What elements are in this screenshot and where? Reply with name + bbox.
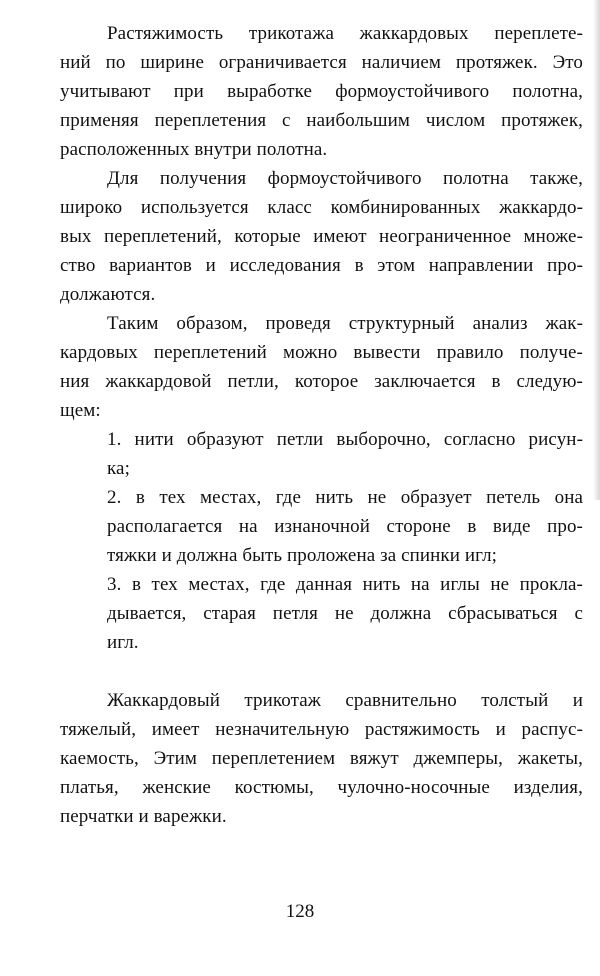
page-number: 128 — [285, 901, 315, 922]
paragraph-4-line-4: платья, женские костюмы, чулочно-носочные изделия, — [60, 777, 583, 798]
paragraph-1-line-5: расположенных внутри полотна. — [60, 139, 328, 160]
paragraph-2-line-3: вых переплетений, которые имеют неограниченное множе- — [60, 226, 583, 247]
rule-2-line-2: располагается на изнаночной стороне в виде про- — [107, 516, 583, 537]
paragraph-4-line-5: перчатки и варежки. — [60, 806, 227, 827]
page-edge-shadow — [593, 0, 600, 500]
paragraph-2-line-5: должаются. — [60, 284, 156, 305]
rule-1-line-2: ка; — [107, 458, 130, 479]
paragraph-1-line-2: ний по ширине ограничивается наличием протяжек. Это — [60, 52, 583, 73]
paragraph-3-line-4: щем: — [60, 400, 101, 421]
paragraph-3-line-2: кардовых переплетений можно вывести правило получе- — [60, 342, 583, 363]
paragraph-1-line-1: Растяжимость трикотажа жаккардовых переплете- — [107, 23, 583, 44]
paragraph-2-line-4: ство вариантов и исследования в этом направлении про- — [60, 255, 583, 276]
paragraph-3-line-1: Таким образом, проведя структурный анализ жак- — [107, 313, 583, 334]
rule-1-line-1: 1. нити образуют петли выборочно, согласно рисун- — [107, 429, 583, 450]
rule-3-line-1: 3. в тех местах, где данная нить на иглы не прокла- — [107, 574, 583, 595]
paragraph-4-line-2: тяжелый, имеет незначительную растяжимость и распус- — [60, 719, 583, 740]
paragraph-4-line-1: Жаккардовый трикотаж сравнительно толстый и — [107, 690, 583, 711]
paragraph-2-line-2: широко используется класс комбинированных жаккардо- — [60, 197, 583, 218]
paragraph-1-line-3: учитывают при выработке формоустойчивого полотна, — [60, 81, 583, 102]
rule-3-line-2: дывается, старая петля не должна сбрасываться с — [107, 603, 583, 624]
rule-2-line-1: 2. в тех местах, где нить не образует петель она — [107, 487, 583, 508]
paragraph-2-line-1: Для получения формоустойчивого полотна также, — [107, 168, 583, 189]
paragraph-3-line-3: ния жаккардовой петли, которое заключается в следую- — [60, 371, 583, 392]
paragraph-4-line-3: каемость, Этим переплетением вяжут джемперы, жакеты, — [60, 748, 583, 769]
rule-3-line-3: игл. — [107, 632, 139, 653]
rule-2-line-3: тяжки и должна быть проложена за спинки игл; — [107, 545, 498, 566]
paragraph-1-line-4: применяя переплетения с наибольшим числом протяжек, — [60, 110, 583, 131]
